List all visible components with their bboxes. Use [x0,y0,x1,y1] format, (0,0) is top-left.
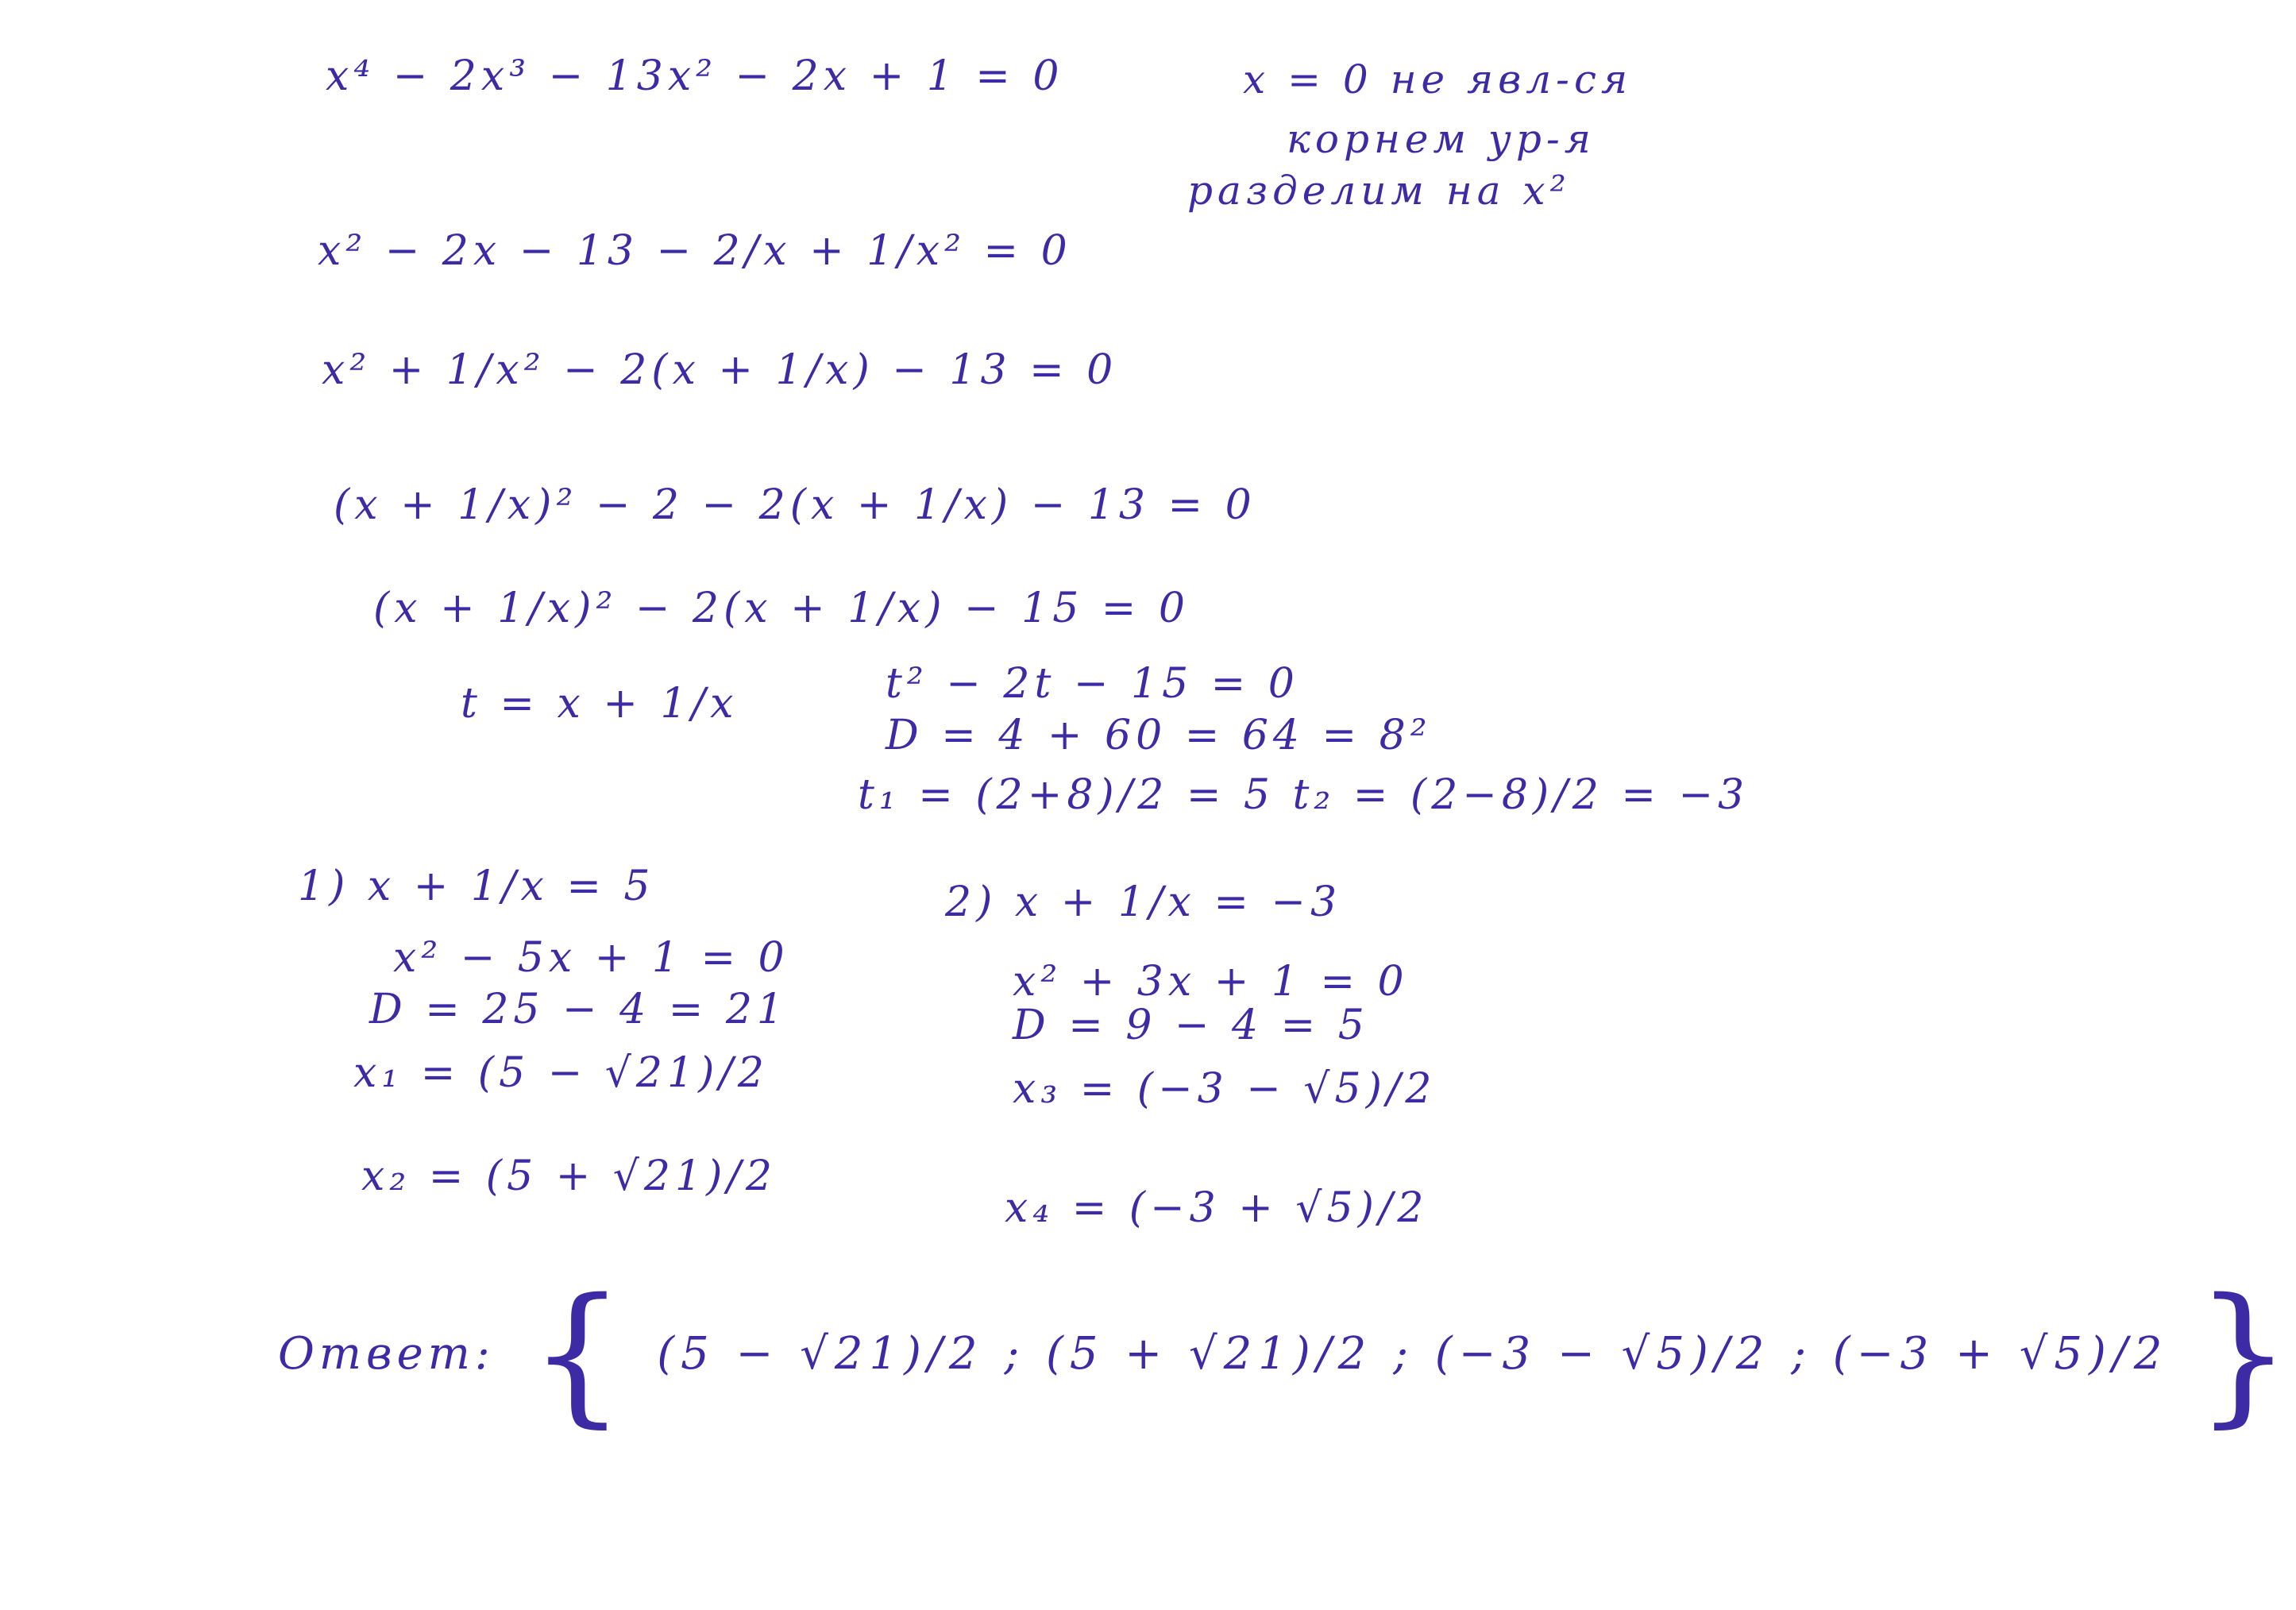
answer-label: Ответ: [278,1328,495,1380]
answer-block [278,1266,2296,1442]
answer-open-brace: { [529,1266,631,1442]
case2-root-x4: x₄ = (−3 + √5)/2 [1005,1184,1429,1232]
note-line-2: корнем ур-я [1287,116,1596,162]
discriminant-t: D = 4 + 60 = 64 = 8² [886,712,1432,759]
case1-root-x1: x₁ = (5 − √21)/2 [353,1049,769,1097]
case1-equation: 1) x + 1/x = 5 [298,863,655,910]
roots-t: t₁ = (2+8)/2 = 5 t₂ = (2−8)/2 = −3 [858,771,1750,819]
case2-equation: 2) x + 1/x = −3 [945,878,1342,926]
case2-discriminant: D = 9 − 4 = 5 [1013,1002,1369,1049]
note-line-1: x = 0 не явл-ся [1243,56,1633,102]
equation-square-substituted: (x + 1/x)² − 2 − 2(x + 1/x) − 13 = 0 [334,481,1256,529]
equation-original: x⁴ − 2x³ − 13x² − 2x + 1 = 0 [326,52,1064,100]
answer-close-brace: } [2195,1266,2296,1442]
case1-root-x2: x₂ = (5 + √21)/2 [361,1152,777,1200]
equation-divided-by-x2: x² − 2x − 13 − 2/x + 1/x² = 0 [318,227,1072,275]
case1-discriminant: D = 25 − 4 = 21 [369,986,788,1033]
case2-root-x3: x₃ = (−3 − √5)/2 [1013,1065,1437,1113]
case1-quadratic: x² − 5x + 1 = 0 [393,934,789,982]
substitution-t: t = x + 1/x [461,680,739,728]
answer-roots: (5 − √21)/2 ; (5 + √21)/2 ; (−3 − √5)/2 ; (−3 + √5)/2 [657,1328,2169,1380]
equation-simplified: (x + 1/x)² − 2(x + 1/x) − 15 = 0 [373,585,1190,632]
note-line-3: разделим на x² [1187,168,1571,214]
case2-quadratic: x² + 3x + 1 = 0 [1013,958,1409,1006]
equation-grouped: x² + 1/x² − 2(x + 1/x) − 13 = 0 [322,346,1118,394]
quadratic-in-t: t² − 2t − 15 = 0 [886,660,1299,708]
